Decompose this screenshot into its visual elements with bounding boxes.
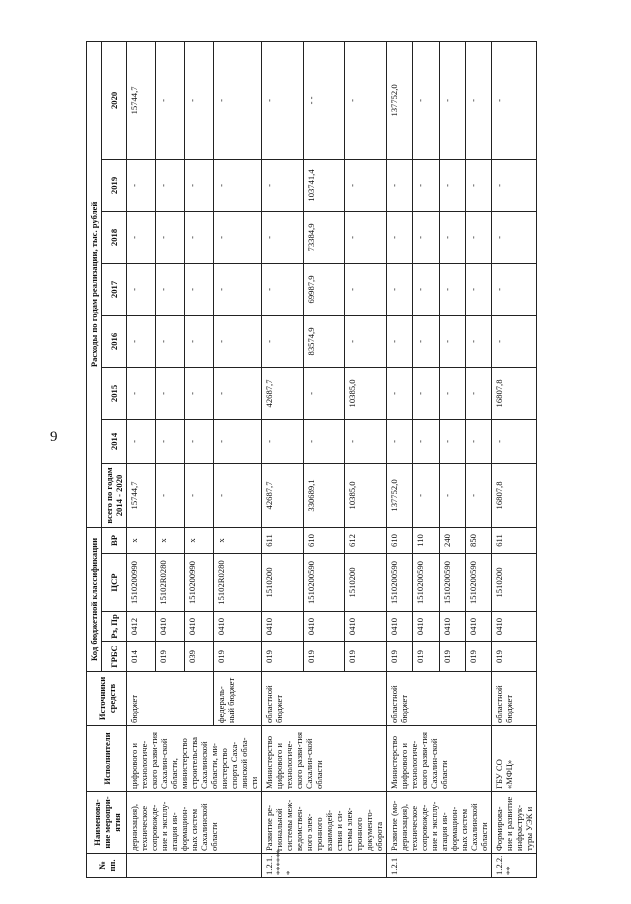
amount-2014: - — [492, 419, 537, 463]
amount-2014: - — [345, 419, 387, 463]
vr-code: 110 — [413, 527, 439, 553]
funding-source: областной бюджет — [387, 672, 492, 726]
grbs-code: 019 — [413, 642, 439, 672]
table-header — [87, 41, 127, 877]
amount-2016: - — [127, 315, 156, 367]
header-grbs: ГРБС — [102, 642, 127, 672]
page-number: 9 — [50, 429, 58, 445]
vr-code: х — [184, 527, 213, 553]
event-name: Развитие (мо-дернизация), техническое сопровожде-ние и эксплу-атация ин-формацион-ных систем Сахалинской области — [387, 792, 492, 854]
event-name: Развитие ре-гиональной системы меж-ведомствен-ного элек-тронного взаимодей-ствия и си-стемы элек-тронного документо-оборота — [262, 792, 387, 854]
csr-code: 1510200590 — [303, 554, 345, 612]
table-row — [262, 41, 304, 877]
amount-2020: - — [492, 41, 537, 159]
amount-2015: 10385,0 — [345, 367, 387, 419]
rzpr-code: 0410 — [345, 612, 387, 642]
table-row — [127, 41, 156, 877]
amount-2014: - — [213, 419, 261, 463]
total-amount: 16807,8 — [492, 463, 537, 527]
amount-2019: - — [127, 159, 156, 211]
amount-2017: - — [155, 263, 184, 315]
amount-2017: - — [465, 263, 491, 315]
amount-2019: - — [492, 159, 537, 211]
header-2017: 2017 — [102, 263, 127, 315]
total-amount: - — [439, 463, 465, 527]
header-2014: 2014 — [102, 419, 127, 463]
vr-code: 612 — [345, 527, 387, 553]
executor: ГБУ СО «МФЦ» — [492, 726, 537, 792]
amount-2018: 73384,9 — [303, 211, 345, 263]
grbs-code: 019 — [492, 642, 537, 672]
executor: Министерство цифрового и технологиче-ского разви-тия Сахалин-ской области — [387, 726, 492, 792]
amount-2015: - — [465, 367, 491, 419]
event-name: Формирова-ние и развитие инфраструк-туры УЭК и — [492, 792, 537, 854]
csr-code: 1510200590 — [439, 554, 465, 612]
amount-2018: - — [155, 211, 184, 263]
rzpr-code: 0410 — [465, 612, 491, 642]
header-2019: 2019 — [102, 159, 127, 211]
amount-2016: - — [413, 315, 439, 367]
amount-2020: - — [345, 41, 387, 159]
amount-2020: - — [465, 41, 491, 159]
amount-2016: - — [262, 315, 304, 367]
vr-code: 610 — [303, 527, 345, 553]
total-amount: 330689,1 — [303, 463, 345, 527]
amount-2020: - - — [303, 41, 345, 159]
header-num: № пп. — [87, 854, 127, 878]
grbs-code: 019 — [345, 642, 387, 672]
rzpr-code: 0412 — [127, 612, 156, 642]
total-amount: - — [465, 463, 491, 527]
csr-code: 1510200 — [492, 554, 537, 612]
header-2018: 2018 — [102, 211, 127, 263]
total-amount: 15744,7 — [127, 463, 156, 527]
amount-2014: - — [387, 419, 413, 463]
amount-2015: - — [184, 367, 213, 419]
grbs-code: 019 — [303, 642, 345, 672]
amount-2018: - — [345, 211, 387, 263]
amount-2020: - — [262, 41, 304, 159]
amount-2017: - — [262, 263, 304, 315]
total-amount: - — [213, 463, 261, 527]
header-csr: ЦСР — [102, 554, 127, 612]
amount-2019: - — [262, 159, 304, 211]
header-2015: 2015 — [102, 367, 127, 419]
amount-2018: - — [127, 211, 156, 263]
vr-code: х — [213, 527, 261, 553]
row-number: 1.2.1. ****** * — [262, 854, 387, 878]
amount-2018: - — [465, 211, 491, 263]
row-number: 1.2.1 — [387, 854, 492, 878]
csr-code: 15102R0280 — [155, 554, 184, 612]
amount-2019: - — [155, 159, 184, 211]
amount-2019: - — [387, 159, 413, 211]
amount-2017: - — [439, 263, 465, 315]
rzpr-code: 0410 — [413, 612, 439, 642]
amount-2017: - — [413, 263, 439, 315]
csr-code: 1510200590 — [387, 554, 413, 612]
amount-2019: - — [184, 159, 213, 211]
header-kbk: Код бюджетной классификации — [87, 527, 102, 671]
event-name: дернизация), техническое сопровожде-ние и эксплу-атация ин-формацион-ных систем Сахалинской области — [127, 792, 262, 854]
amount-2020: - — [155, 41, 184, 159]
csr-code: 1510200990 — [127, 554, 156, 612]
row-number — [127, 854, 262, 878]
rzpr-code: 0410 — [439, 612, 465, 642]
row-number: 1.2.2. ** — [492, 854, 537, 878]
executor: Министерство цифрового и технологиче-ского разви-тия Сахалин-ской области — [262, 726, 387, 792]
amount-2016: - — [439, 315, 465, 367]
amount-2016: - — [213, 315, 261, 367]
header-total: всего по годам 2014 - 2020 — [102, 463, 127, 527]
grbs-code: 039 — [184, 642, 213, 672]
rzpr-code: 0410 — [303, 612, 345, 642]
grbs-code: 019 — [213, 642, 261, 672]
total-amount: - — [413, 463, 439, 527]
vr-code: 240 — [439, 527, 465, 553]
header-executors: Исполнители — [87, 726, 127, 792]
header-2016: 2016 — [102, 315, 127, 367]
amount-2019: - — [413, 159, 439, 211]
header-rzpr: Рз, Пр — [102, 612, 127, 642]
vr-code: х — [155, 527, 184, 553]
amount-2019: - — [213, 159, 261, 211]
total-amount: - — [184, 463, 213, 527]
table-row — [387, 41, 413, 877]
amount-2017: 69987,9 — [303, 263, 345, 315]
table-body — [127, 41, 537, 877]
total-amount: - — [155, 463, 184, 527]
amount-2016: 83574,9 — [303, 315, 345, 367]
executor: цифрового и технологиче-ского разви-тия Сахалин-ской области, министерство строительства Сахалинской области, ми-нистерство спорта Саха-линской обла-сти — [127, 726, 262, 792]
amount-2015: - — [387, 367, 413, 419]
funding-source: бюджет — [127, 672, 214, 726]
amount-2017: - — [184, 263, 213, 315]
amount-2016: - — [492, 315, 537, 367]
amount-2018: - — [439, 211, 465, 263]
amount-2017: - — [492, 263, 537, 315]
amount-2014: - — [439, 419, 465, 463]
amount-2017: - — [387, 263, 413, 315]
rzpr-code: 0410 — [184, 612, 213, 642]
amount-2020: - — [439, 41, 465, 159]
vr-code: 611 — [262, 527, 304, 553]
rzpr-code: 0410 — [262, 612, 304, 642]
rzpr-code: 0410 — [213, 612, 261, 642]
funding-source: федераль-ный бюджет — [213, 672, 261, 726]
amount-2018: - — [262, 211, 304, 263]
csr-code: 1510200590 — [465, 554, 491, 612]
amount-2014: - — [303, 419, 345, 463]
total-amount: 137752,0 — [387, 463, 413, 527]
rotated-table-area — [86, 42, 606, 878]
amount-2015: - — [439, 367, 465, 419]
vr-code: 610 — [387, 527, 413, 553]
budget-table — [86, 41, 537, 878]
amount-2014: - — [465, 419, 491, 463]
total-amount: 10385,0 — [345, 463, 387, 527]
grbs-code: 019 — [465, 642, 491, 672]
table-row — [492, 41, 537, 877]
amount-2016: - — [155, 315, 184, 367]
rzpr-code: 0410 — [155, 612, 184, 642]
amount-2016: - — [387, 315, 413, 367]
amount-2014: - — [262, 419, 304, 463]
grbs-code: 014 — [127, 642, 156, 672]
amount-2015: - — [413, 367, 439, 419]
grbs-code: 019 — [439, 642, 465, 672]
amount-2020: 15744,7 — [127, 41, 156, 159]
grbs-code: 019 — [387, 642, 413, 672]
header-source: Источники средств — [87, 672, 127, 726]
amount-2016: - — [184, 315, 213, 367]
header-2020: 2020 — [102, 41, 127, 159]
amount-2015: - — [213, 367, 261, 419]
amount-2017: - — [127, 263, 156, 315]
total-amount: 42687,7 — [262, 463, 304, 527]
amount-2014: - — [184, 419, 213, 463]
amount-2016: - — [465, 315, 491, 367]
csr-code: 1510200590 — [413, 554, 439, 612]
amount-2017: - — [345, 263, 387, 315]
vr-code: х — [127, 527, 156, 553]
funding-source: областной бюджет — [262, 672, 387, 726]
amount-2015: 16807,8 — [492, 367, 537, 419]
grbs-code: 019 — [262, 642, 304, 672]
vr-code: 850 — [465, 527, 491, 553]
amount-2018: - — [413, 211, 439, 263]
amount-2018: - — [184, 211, 213, 263]
amount-2018: - — [213, 211, 261, 263]
amount-2014: - — [413, 419, 439, 463]
csr-code: 1510200 — [262, 554, 304, 612]
amount-2015: - — [127, 367, 156, 419]
amount-2018: - — [492, 211, 537, 263]
rzpr-code: 0410 — [387, 612, 413, 642]
amount-2019: - — [345, 159, 387, 211]
csr-code: 1510200 — [345, 554, 387, 612]
header-name: Наименова-ние меропри-ятия — [87, 792, 127, 854]
amount-2016: - — [345, 315, 387, 367]
funding-source: областной бюджет — [492, 672, 537, 726]
header-vr: ВР — [102, 527, 127, 553]
amount-2020: - — [213, 41, 261, 159]
amount-2019: 103741,4 — [303, 159, 345, 211]
amount-2019: - — [465, 159, 491, 211]
amount-2015: - — [303, 367, 345, 419]
csr-code: 15102R0280 — [213, 554, 261, 612]
amount-2015: 42687,7 — [262, 367, 304, 419]
amount-2020: 137752,0 — [387, 41, 413, 159]
amount-2014: - — [127, 419, 156, 463]
amount-2020: - — [413, 41, 439, 159]
csr-code: 1510200990 — [184, 554, 213, 612]
amount-2020: - — [184, 41, 213, 159]
grbs-code: 019 — [155, 642, 184, 672]
amount-2014: - — [155, 419, 184, 463]
rzpr-code: 0410 — [492, 612, 537, 642]
vr-code: 611 — [492, 527, 537, 553]
header-expenses: Расходы по годам реализации, тыс. рублей — [87, 41, 102, 527]
amount-2018: - — [387, 211, 413, 263]
amount-2019: - — [439, 159, 465, 211]
amount-2017: - — [213, 263, 261, 315]
amount-2015: - — [155, 367, 184, 419]
